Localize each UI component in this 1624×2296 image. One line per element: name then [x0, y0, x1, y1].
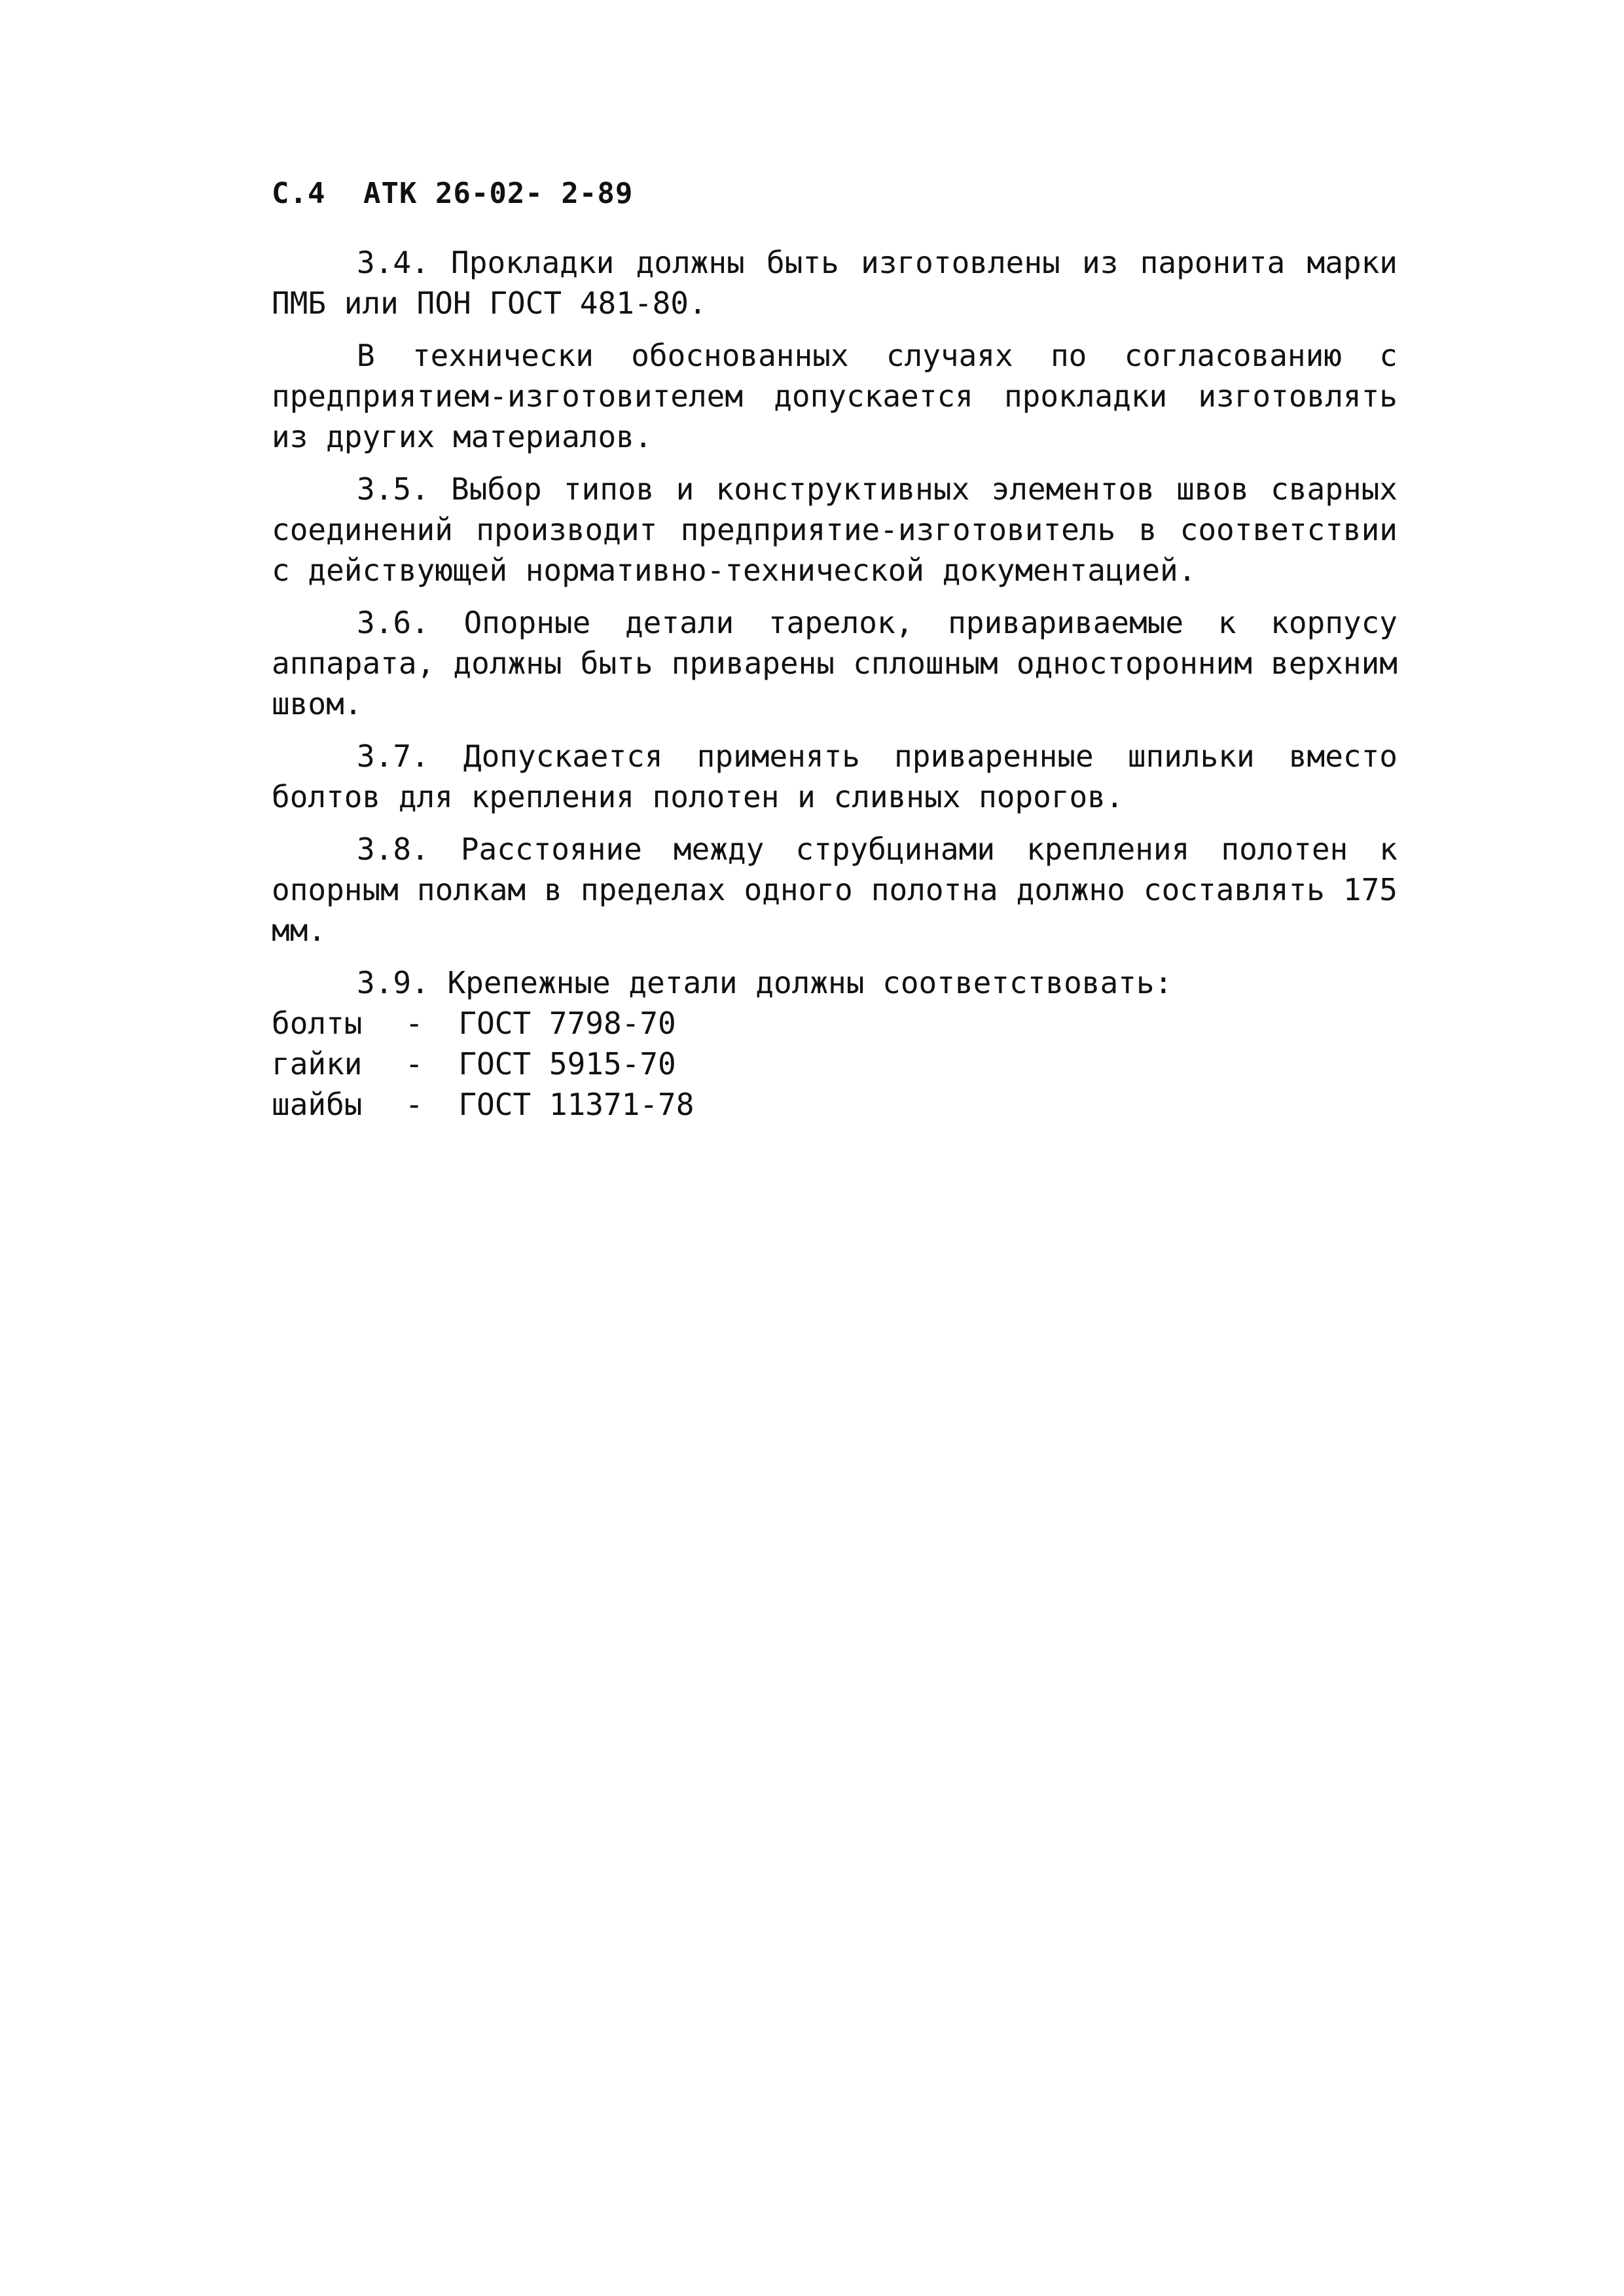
- list-item: [272, 1084, 1398, 1125]
- list-item: [272, 1044, 1398, 1084]
- fastener-standard: ГОСТ 11371-78: [458, 1087, 695, 1122]
- fastener-standard: ГОСТ 7798-70: [458, 1006, 676, 1041]
- paragraph-3-4: 3.4. Прокладки должны быть изготовлены из паронита марки ПМБ или ПОН ГОСТ 481-80.: [272, 245, 1398, 321]
- paragraph-3-6: 3.6. Опорные детали тарелок, привариваемые к корпусу аппарата, должны быть приварены сплошным односторонним верхним швом.: [272, 605, 1398, 721]
- fastener-name: болты: [272, 1006, 363, 1041]
- paragraph-3-9: 3.9. Крепежные детали должны соответствовать:: [357, 965, 1173, 1000]
- fastener-dash: -: [405, 1046, 424, 1082]
- document-code: АТК 26-02- 2-89: [363, 177, 634, 210]
- paragraph-3-5: 3.5. Выбор типов и конструктивных элементов швов сварных соединений производит предприятие-изготовитель в соответствии с действующей нормативно-технической документацией.: [272, 471, 1398, 588]
- fastener-standards-list: [272, 1003, 1398, 1125]
- fastener-dash: -: [405, 1087, 424, 1122]
- page-header: [272, 177, 633, 210]
- fastener-name: шайбы: [272, 1087, 363, 1122]
- fastener-name: гайки: [272, 1046, 363, 1082]
- list-item: [272, 1003, 1398, 1044]
- paragraph-3-4-note: В технически обоснованных случаях по согласованию с предприятием-изготовителем допускается прокладки изготовлять из других материалов.: [272, 338, 1398, 454]
- paragraph-3-7: 3.7. Допускается применять приваренные шпильки вместо болтов для крепления полотен и сливных порогов.: [272, 738, 1398, 814]
- fastener-standard: ГОСТ 5915-70: [458, 1046, 676, 1082]
- page-number: С.4: [272, 177, 326, 210]
- paragraph-3-8: 3.8. Расстояние между струбцинами крепления полотен к опорным полкам в пределах одного полотна должно составлять 175 мм.: [272, 831, 1398, 948]
- document-body: [272, 242, 1398, 1125]
- fastener-dash: -: [405, 1006, 424, 1041]
